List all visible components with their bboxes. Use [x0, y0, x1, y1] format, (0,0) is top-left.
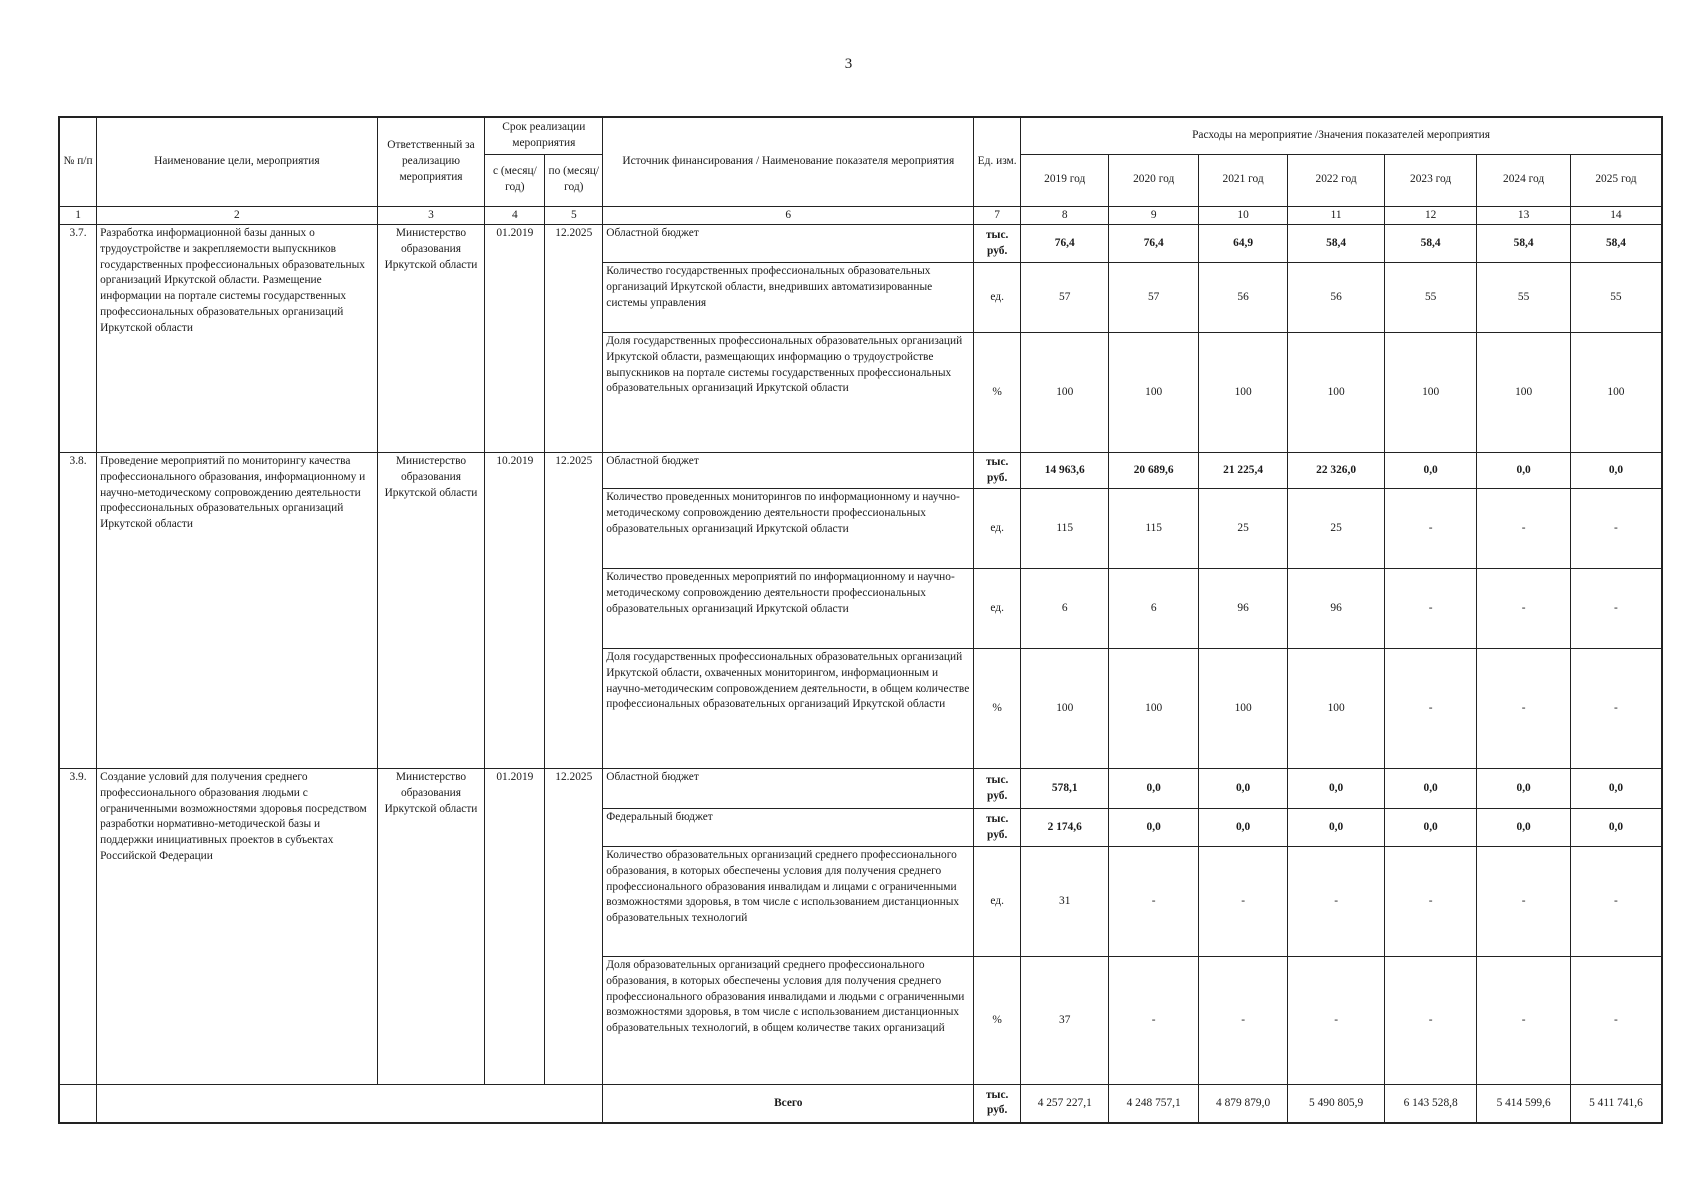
value-cell: 100 [1288, 649, 1385, 769]
value-cell: - [1384, 569, 1476, 649]
value-cell: 0,0 [1198, 769, 1287, 809]
section-responsible: Министерство образования Иркутской области [377, 769, 485, 1085]
value-cell: 100 [1198, 333, 1287, 453]
value-cell: 22 326,0 [1288, 453, 1385, 489]
row-label: Федеральный бюджет [603, 809, 974, 847]
value-cell: 115 [1021, 489, 1109, 569]
value-cell: 0,0 [1477, 809, 1571, 847]
value-cell: 0,0 [1570, 769, 1662, 809]
row-label: Областной бюджет [603, 225, 974, 263]
value-cell: 0,0 [1109, 809, 1198, 847]
value-cell: - [1198, 847, 1287, 957]
value-cell: 21 225,4 [1198, 453, 1287, 489]
row-unit: % [974, 333, 1021, 453]
value-cell: 100 [1288, 333, 1385, 453]
row-unit: тыс. руб. [974, 809, 1021, 847]
header-term: Срок реализации мероприятия [485, 117, 603, 154]
row-label: Доля образовательных организаций среднего профессионального образования, в которых обеспечены условия для получения среднего профессионального образования инвалидами и людьми с ограниченными возможностями здоровья, в том числе с использованием дистанционных образовательных технологий, в общем количестве таких организаций [603, 957, 974, 1085]
section-number: 3.8. [59, 453, 97, 769]
value-cell: 0,0 [1288, 769, 1385, 809]
header-responsible: Ответственный за реализацию мероприятия [377, 117, 485, 206]
value-cell: 0,0 [1109, 769, 1198, 809]
total-empty-cell [97, 1085, 603, 1123]
row-unit: тыс. руб. [974, 769, 1021, 809]
value-cell: 100 [1021, 649, 1109, 769]
row-label: Доля государственных профессиональных образовательных организаций Иркутской области, охваченных мониторингом, информационным и научно-методическим сопровождением деятельности, в общем количестве профессиональных образовательных организаций Иркутской области [603, 649, 974, 769]
column-number: 10 [1198, 206, 1287, 225]
value-cell: - [1477, 649, 1571, 769]
value-cell: 58,4 [1477, 225, 1571, 263]
total-value: 4 879 879,0 [1198, 1085, 1287, 1123]
column-number: 7 [974, 206, 1021, 225]
value-cell: - [1477, 569, 1571, 649]
row-unit: ед. [974, 847, 1021, 957]
value-cell: 6 [1109, 569, 1198, 649]
total-empty-cell [59, 1085, 97, 1123]
value-cell: - [1570, 847, 1662, 957]
row-unit: % [974, 957, 1021, 1085]
value-cell: 0,0 [1384, 809, 1476, 847]
row-label: Доля государственных профессиональных образовательных организаций Иркутской области, размещающих информацию о трудоустройстве выпускников на портале системы государственных профессиональных образовательных организаций Иркутской области [603, 333, 974, 453]
value-cell: - [1570, 957, 1662, 1085]
header-source: Источник финансирования / Наименование показателя мероприятия [603, 117, 974, 206]
section-from: 01.2019 [485, 225, 545, 453]
row-label: Областной бюджет [603, 453, 974, 489]
row-unit: тыс. руб. [974, 225, 1021, 263]
section-name: Создание условий для получения среднего профессионального образования людьми с ограниченными возможностями здоровья посредством разработки нормативно-методической базы и поддержки инициативных проектов в субъектах Российской Федерации [97, 769, 378, 1085]
section-number: 3.7. [59, 225, 97, 453]
header-expenses: Расходы на мероприятие /Значения показателей мероприятия [1021, 117, 1662, 154]
value-cell: 57 [1109, 263, 1198, 333]
header-to: по (месяц/ год) [545, 154, 603, 206]
header-unit: Ед. изм. [974, 117, 1021, 206]
header-name: Наименование цели, мероприятия [97, 117, 378, 206]
header-year: 2021 год [1198, 154, 1287, 206]
value-cell: - [1570, 649, 1662, 769]
total-unit: тыс. руб. [974, 1085, 1021, 1123]
value-cell: 96 [1198, 569, 1287, 649]
header-year: 2023 год [1384, 154, 1476, 206]
column-number: 2 [97, 206, 378, 225]
header-year: 2020 год [1109, 154, 1198, 206]
value-cell: 0,0 [1477, 769, 1571, 809]
value-cell: 14 963,6 [1021, 453, 1109, 489]
section-name: Проведение мероприятий по мониторингу качества профессионального образования, информационному и научно-методическому сопровождению деятельности профессиональных образовательных организаций Иркутской области [97, 453, 378, 769]
value-cell: 100 [1477, 333, 1571, 453]
value-cell: 76,4 [1021, 225, 1109, 263]
value-cell: 0,0 [1477, 453, 1571, 489]
total-value: 5 411 741,6 [1570, 1085, 1662, 1123]
value-cell: 37 [1021, 957, 1109, 1085]
row-label: Количество государственных профессиональных образовательных организаций Иркутской области, внедривших автоматизированные системы управления [603, 263, 974, 333]
row-unit: ед. [974, 489, 1021, 569]
value-cell: 100 [1109, 333, 1198, 453]
row-label: Количество проведенных мероприятий по информационному и научно-методическому сопровождению деятельности профессиональных образовательных организаций Иркутской области [603, 569, 974, 649]
section-responsible: Министерство образования Иркутской области [377, 225, 485, 453]
section-from: 10.2019 [485, 453, 545, 769]
value-cell: 58,4 [1288, 225, 1385, 263]
total-value: 5 414 599,6 [1477, 1085, 1571, 1123]
value-cell: 31 [1021, 847, 1109, 957]
total-value: 6 143 528,8 [1384, 1085, 1476, 1123]
column-number: 8 [1021, 206, 1109, 225]
column-number: 9 [1109, 206, 1198, 225]
column-number: 5 [545, 206, 603, 225]
value-cell: 55 [1477, 263, 1571, 333]
value-cell: 25 [1288, 489, 1385, 569]
column-number: 4 [485, 206, 545, 225]
value-cell: 55 [1384, 263, 1476, 333]
value-cell: 0,0 [1288, 809, 1385, 847]
value-cell: 0,0 [1570, 809, 1662, 847]
column-number: 11 [1288, 206, 1385, 225]
value-cell: - [1384, 957, 1476, 1085]
row-unit: тыс. руб. [974, 453, 1021, 489]
column-number: 1 [59, 206, 97, 225]
value-cell: 96 [1288, 569, 1385, 649]
header-year: 2022 год [1288, 154, 1385, 206]
value-cell: 20 689,6 [1109, 453, 1198, 489]
value-cell: 0,0 [1198, 809, 1287, 847]
value-cell: - [1384, 847, 1476, 957]
value-cell: - [1288, 847, 1385, 957]
header-year: 2025 год [1570, 154, 1662, 206]
row-unit: ед. [974, 569, 1021, 649]
value-cell: 578,1 [1021, 769, 1109, 809]
value-cell: 0,0 [1570, 453, 1662, 489]
value-cell: 56 [1198, 263, 1287, 333]
value-cell: 57 [1021, 263, 1109, 333]
value-cell: 76,4 [1109, 225, 1198, 263]
value-cell: - [1477, 957, 1571, 1085]
section-responsible: Министерство образования Иркутской области [377, 453, 485, 769]
header-year: 2024 год [1477, 154, 1571, 206]
section-from: 01.2019 [485, 769, 545, 1085]
value-cell: - [1198, 957, 1287, 1085]
value-cell: - [1384, 649, 1476, 769]
value-cell: 100 [1384, 333, 1476, 453]
value-cell: 64,9 [1198, 225, 1287, 263]
column-number: 14 [1570, 206, 1662, 225]
row-unit: ед. [974, 263, 1021, 333]
row-label: Количество образовательных организаций среднего профессионального образования, в которых обеспечены условия для получения среднего профессионального образования инвалидам и лицами с ограниченными возможностями здоровья, в том числе с использованием дистанционных образовательных технологий [603, 847, 974, 957]
value-cell: 56 [1288, 263, 1385, 333]
value-cell: - [1109, 847, 1198, 957]
section-name: Разработка информационной базы данных о трудоустройстве и закрепляемости выпускников государственных профессиональных образовательных организаций Иркутской области. Размещение информации на портале системы государственных профессиональных образовательных организаций Иркутской области [97, 225, 378, 453]
value-cell: 25 [1198, 489, 1287, 569]
section-to: 12.2025 [545, 769, 603, 1085]
section-to: 12.2025 [545, 225, 603, 453]
total-value: 4 257 227,1 [1021, 1085, 1109, 1123]
value-cell: 2 174,6 [1021, 809, 1109, 847]
value-cell: 0,0 [1384, 769, 1476, 809]
program-activities-table [58, 116, 1663, 1124]
column-number: 3 [377, 206, 485, 225]
section-to: 12.2025 [545, 453, 603, 769]
value-cell: - [1384, 489, 1476, 569]
value-cell: - [1477, 489, 1571, 569]
page-number: 3 [844, 56, 853, 72]
column-number: 13 [1477, 206, 1571, 225]
column-number: 12 [1384, 206, 1476, 225]
row-unit: % [974, 649, 1021, 769]
value-cell: - [1570, 489, 1662, 569]
value-cell: 100 [1570, 333, 1662, 453]
value-cell: 55 [1570, 263, 1662, 333]
header-year: 2019 год [1021, 154, 1109, 206]
value-cell: 115 [1109, 489, 1198, 569]
value-cell: - [1477, 847, 1571, 957]
total-value: 4 248 757,1 [1109, 1085, 1198, 1123]
row-label: Количество проведенных мониторингов по информационному и научно-методическому сопровождению деятельности профессиональных образовательных организаций Иркутской области [603, 489, 974, 569]
section-number: 3.9. [59, 769, 97, 1085]
total-value: 5 490 805,9 [1288, 1085, 1385, 1123]
value-cell: 100 [1198, 649, 1287, 769]
value-cell: 100 [1109, 649, 1198, 769]
value-cell: 0,0 [1384, 453, 1476, 489]
value-cell: 58,4 [1570, 225, 1662, 263]
column-number: 6 [603, 206, 974, 225]
value-cell: - [1570, 569, 1662, 649]
value-cell: - [1109, 957, 1198, 1085]
value-cell: 58,4 [1384, 225, 1476, 263]
value-cell: - [1288, 957, 1385, 1085]
header-from: с (месяц/ год) [485, 154, 545, 206]
value-cell: 100 [1021, 333, 1109, 453]
value-cell: 6 [1021, 569, 1109, 649]
total-label: Всего [603, 1085, 974, 1123]
header-num: № п/п [59, 117, 97, 206]
row-label: Областной бюджет [603, 769, 974, 809]
